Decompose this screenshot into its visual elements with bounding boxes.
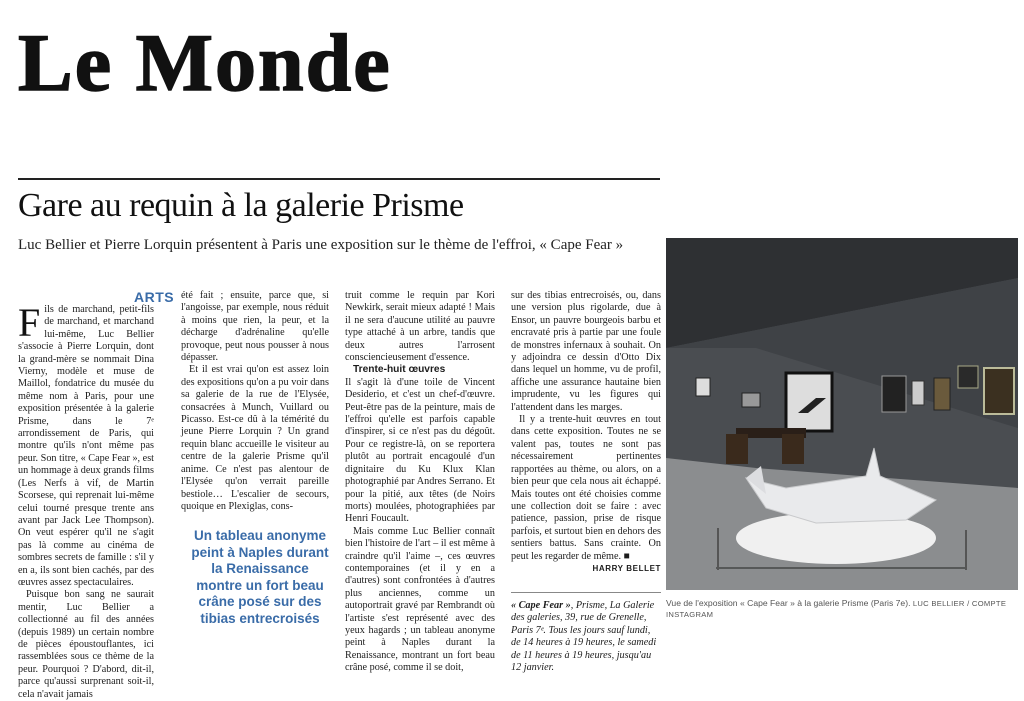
info-divider <box>511 592 661 593</box>
framed-artwork <box>958 366 978 388</box>
gallery-photo <box>666 238 1018 590</box>
paragraph: Il y a trente-huit œuvres en tout dans cette exposition. Toutes ne se valent pas, toutes ne sont pas nécessairement pertinentes rapportées au thème, ou alors, on a bien peur que cela nous ait échappé. Mais toutes ont été choisies comme une collection doit se faire : avec patience, passion, prise de risque parfois, et surtout bien en dehors des sentiers battus. Sans crainte. On peut les regarder de même. ■ <box>511 414 661 562</box>
photo-caption <box>666 598 1018 620</box>
caption-text: Vue de l'exposition « Cape Fear » à la galerie Prisme (Paris 7e). <box>666 598 911 608</box>
exhibition-info <box>511 600 661 674</box>
photo-credit: LUC BELLIER / COMPTE INSTAGRAM <box>666 599 1007 619</box>
drop-cap: F <box>18 300 41 345</box>
section-rubric: ARTS <box>134 289 175 305</box>
article-column-1 <box>18 290 154 701</box>
chair <box>726 434 748 464</box>
paragraph: Il s'agit là d'une toile de Vincent Desiderio, et c'est un chef-d'œuvre. Peut-être pas de la peinture, mais de l'effroi qu'elle est parfois capable d'inspirer, si ce n'est pas du dégoût. Pour ce registre-là, on se reportera plutôt au portrait encagoulé d'un dignitaire du Ku Klux Klan photographié par Andres Serrano. Et pour la pitié, aux têtes (de Noirs morts) moulées, photographiées par Henri Foucault. <box>345 376 495 525</box>
framed-artwork <box>742 393 760 407</box>
article-column-2 <box>181 290 329 513</box>
paragraph: Mais comme Luc Bellier connaît bien l'histoire de l'art – il est même à craindre qu'il l'aime –, ces œuvres contemporaines (et il y en a d'autres) sont confrontées à d'autres plus anciennes, comme un autoportrait gravé par Rembrandt où l'artiste s'est représenté avec des yeux hagards ; un tableau anonyme peint à Naples durant la Renaissance, montrant un fort beau crâne posé, comme il se doit, <box>345 525 495 674</box>
paragraph: été fait ; ensuite, parce que, si l'angoisse, par exemple, nous réduit à moins que rien, la peur, et la décharge d'adrénaline qu'elle provoque, peut nous pousser à nous dépasser. <box>181 290 329 364</box>
title-rule <box>18 178 660 180</box>
subheading: Trente-huit œuvres <box>353 364 446 376</box>
article-title: Gare au requin à la galerie Prisme <box>18 187 464 224</box>
paragraph: ils de marchand, petit-fils de marchand, et marchand lui-même, Luc Bellier s'associe à Pierre Lorquin, dont la grand-mère se nommait Dina Vierny, modèle et muse de Maillol, fondatrice du musée du même nom à Paris, pour une exposition présentée à la galerie Prisme, dans le 7ᵉ arrondissement de Paris, qui montre qu'ils n'ont même pas peur. Son titre, « Cape Fear », est un hommage à deux grands films (Les Nerfs à vif, de Martin Scorsese, qui reprenait lui-même celui tourné presque trente ans avant par Jack Lee Thompson). On veut espérer qu'il ne s'agit pas là comme au cinéma de sombres secrets de famille : s'il y en a, ils sont bien cachés, par des œuvres assez spectaculaires. <box>18 304 154 588</box>
article-column-3 <box>345 290 495 675</box>
framed-artwork <box>912 381 924 405</box>
framed-artwork <box>934 378 950 410</box>
info-title: « Cape Fear » <box>511 600 571 611</box>
paragraph: sur des tibias entrecroisés, ou, dans une version plus rigolarde, due à Ensor, un pauvre bourgeois barbu et encravaté pris à partie par une foule de monstres infernaux à souhait. On y adjoindra ce dessin d'Otto Dix dans lequel un homme, vu de profil, affiche une assurance hautaine bien imprudente, vu les figures qui l'attendent dans les marges. <box>511 290 661 413</box>
le-monde-logo <box>14 8 404 108</box>
paragraph: truit comme le requin par Kori Newkirk, serait mieux adapté ! Mais il ne sera d'aucune utilité au pauvre type attaché à un arbre, tandis que deux autres l'arrosent consciencieusement d'essence. <box>345 290 495 364</box>
framed-artwork <box>984 368 1014 414</box>
info-body: , Prisme, La Galerie des galeries, 39, rue de Grenelle, Paris 7ᵉ. Tous les jours sauf lundi, de 14 heures à 19 heures, le samedi de 11 heures à 19 heures, jusqu'au 12 janvier. <box>511 600 657 674</box>
masthead-text: Le Monde <box>18 17 392 108</box>
paragraph: Et il est vrai qu'on est assez loin des expositions qu'on a pu voir dans sa galerie de la rue de l'Elysée, consacrées à Munch, Vuillard ou Picasso. Est-ce dû à la témérité du jeune Pierre Lorquin ? Un grand requin blanc accueille le visiteur au centre de la galerie Prisme qu'il anime. Ce n'est pas alentour de l'Elysée qu'on verrait pareille bestiole… L'escalier de secours, quoique en Plexiglas, cons- <box>181 364 329 512</box>
author-signature: HARRY BELLET <box>592 563 661 573</box>
paragraph: Puisque bon sang ne saurait mentir, Luc Bellier a collectionné au fil des années (depuis 1989) un certain nombre de pièces époustouflantes, ici rassemblées sous ce thème de la peur. Pourquoi ? D'abord, dit-il, parce qu'aussi surprenant soit-il, cela n'avait jamais <box>18 589 154 700</box>
article-column-4 <box>511 290 661 575</box>
pull-quote: Un tableau anonyme peint à Naples durant la Renaissance montre un fort beau crâne posé sur des tibias entrecroisés <box>191 528 329 626</box>
framed-artwork <box>882 376 906 412</box>
framed-artwork <box>786 373 832 431</box>
chair <box>782 434 804 464</box>
framed-artwork <box>696 378 710 396</box>
article-subtitle: Luc Bellier et Pierre Lorquin présentent à Paris une exposition sur le thème de l'effroi, « Cape Fear » <box>18 237 624 253</box>
